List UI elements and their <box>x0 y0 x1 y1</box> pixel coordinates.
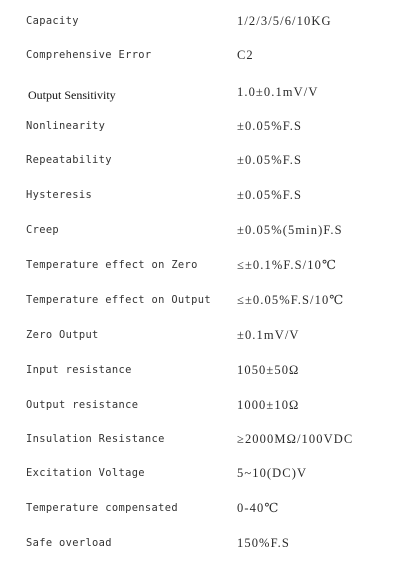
spec-label: Temperature compensated <box>26 502 178 514</box>
spec-value: ±0.1mV/V <box>237 328 300 342</box>
spec-label: Output resistance <box>26 399 139 411</box>
spec-label: Safe overload <box>26 537 112 549</box>
spec-row-insulation-resistance <box>0 424 401 454</box>
spec-row-output-sensitivity <box>0 80 401 110</box>
spec-value: ≤±0.05%F.S/10℃ <box>237 293 345 307</box>
spec-row-capacity <box>0 6 401 36</box>
spec-label: Repeatability <box>26 154 112 166</box>
spec-value: 1000±10Ω <box>237 398 300 412</box>
spec-value: ±0.05%F.S <box>237 119 303 133</box>
spec-row-excitation-voltage <box>0 458 401 488</box>
spec-value: C2 <box>237 48 254 62</box>
spec-value: ≥2000MΩ/100VDC <box>237 432 354 446</box>
spec-row-output-resistance <box>0 390 401 420</box>
spec-label: Capacity <box>26 15 79 27</box>
spec-label: Nonlinearity <box>26 120 106 132</box>
spec-label: Input resistance <box>26 364 132 376</box>
spec-row-temperature-compensated <box>0 493 401 523</box>
spec-value: 5~10(DC)V <box>237 466 308 480</box>
spec-row-nonlinearity <box>0 111 401 141</box>
spec-label: Comprehensive Error <box>26 49 152 61</box>
spec-label: Insulation Resistance <box>26 433 165 445</box>
spec-row-creep <box>0 215 401 245</box>
spec-row-comprehensive-error <box>0 40 401 70</box>
spec-value: ±0.05%(5min)F.S <box>237 223 343 237</box>
spec-row-repeatability <box>0 145 401 175</box>
spec-row-input-resistance <box>0 355 401 385</box>
spec-label: Hysteresis <box>26 189 93 201</box>
spec-value: 1050±50Ω <box>237 363 300 377</box>
spec-row-zero-output <box>0 320 401 350</box>
spec-label: Zero Output <box>26 329 99 341</box>
spec-value: ±0.05%F.S <box>237 153 303 167</box>
spec-label: Temperature effect on Zero <box>26 259 198 271</box>
spec-value: 1.0±0.1mV/V <box>237 85 319 99</box>
spec-value: 1/2/3/5/6/10KG <box>237 14 332 28</box>
spec-row-hysteresis <box>0 180 401 210</box>
spec-label: Output Sensitivity <box>28 88 116 102</box>
spec-row-temperature-effect-zero <box>0 250 401 280</box>
spec-value: ±0.05%F.S <box>237 188 303 202</box>
spec-value: 0-40℃ <box>237 501 280 515</box>
spec-value: ≤±0.1%F.S/10℃ <box>237 258 338 272</box>
spec-label: Creep <box>26 224 60 236</box>
spec-row-temperature-effect-output <box>0 285 401 315</box>
spec-label: Temperature effect on Output <box>26 294 211 306</box>
spec-value: 150%F.S <box>237 536 290 550</box>
spec-label: Excitation Voltage <box>26 467 145 479</box>
spec-row-safe-overload <box>0 528 401 558</box>
